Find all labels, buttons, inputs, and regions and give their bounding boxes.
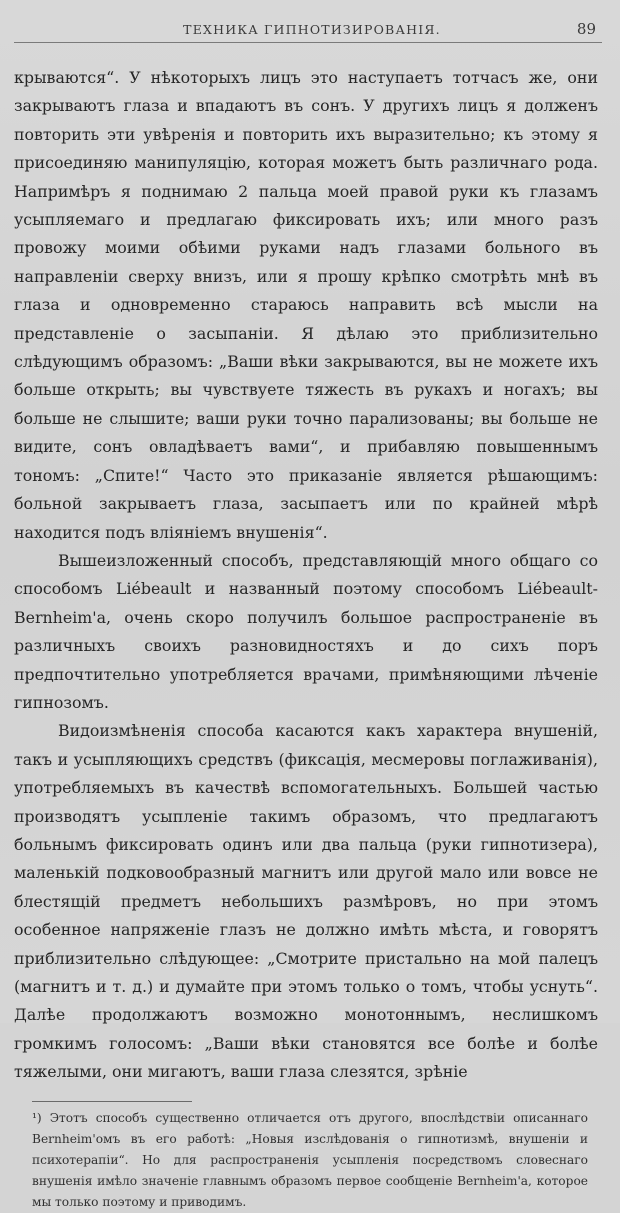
main-text <box>14 64 610 1087</box>
header-rule <box>14 42 602 43</box>
footnote-rule <box>32 1101 192 1102</box>
footnote: ¹) Этотъ способъ существенно отличается отъ другого, впослѣдствіи описаннаго Bernheim'омъ въ его работѣ: „Новыя изслѣдованія о гипнотизмѣ, внушеніи и психотерапіи“. Но для распространенія усыпленія посредствомъ словеснаго внушенія имѣло значеніе главнымъ образомъ первое сообщеніе Bernheim'а, которое мы только поэтому и приводимъ. <box>32 1110 588 1209</box>
paragraph-continued: крываются“. У нѣкоторыхъ лицъ это наступаетъ тотчасъ же, они закрываютъ глаза и впадаютъ въ сонъ. У другихъ лицъ я долженъ повторить эти увѣренія и повторить ихъ выразительно; къ этому я присоединяю манипуляцію, которая можетъ быть различнаго рода. Напримѣръ я поднимаю 2 пальца моей правой руки къ глазамъ усыпляемаго и предлагаю фиксировать ихъ; или много разъ провожу моими обѣими руками надъ глазами больного въ направленіи сверху внизъ, или я прошу крѣпко смотрѣть мнѣ въ глаза и одновременно стараюсь направить всѣ мысли на представленіе о засыпаніи. Я дѣлаю это приблизительно слѣдующимъ образомъ: „Ваши вѣки закрываются, вы не можете ихъ больше открыть; вы чувствуете тяжесть въ рукахъ и ногахъ; вы больше не слышите; ваши руки точно парализованы; вы больше не видите, сонъ овладѣваетъ вами“, и прибавляю повышеннымъ тономъ: „Спите!“ Часто это приказаніе является рѣшающимъ: больной закрываетъ глаза, засыпаетъ или по крайней мѣрѣ находится подъ вліяніемъ внушенія“. <box>14 68 598 542</box>
page-number: 89 <box>576 20 596 38</box>
paragraph-method: Вышеизложенный способъ, представляющій много общаго со способомъ Liébeault и названный поэтому способомъ Liébeault-Bernheim'а, очень скоро получилъ большое распространеніе въ различныхъ своихъ разновидностяхъ и до сихъ поръ предпочтительно употребляется врачами, примѣняющими лѣченіе гипнозомъ. <box>14 550 598 712</box>
running-title: ТЕХНИКА ГИПНОТИЗИРОВАНІЯ. <box>183 22 441 37</box>
running-header <box>14 0 610 44</box>
paragraph-modifications: Видоизмѣненія способа касаются какъ характера внушеній, такъ и усыпляющихъ средствъ (фиксація, месмеровы поглаживанія), употребляемыхъ въ качествѣ вспомогательныхъ. Большей частью производятъ усыпленіе такимъ образомъ, что предлагаютъ больнымъ фиксировать одинъ или два пальца (руки гипнотизера), маленькій подковообразный магнитъ или другой мало или вовсе не блестящій предметъ небольшихъ размѣровъ, но при этомъ особенное напряженіе глазъ не должно имѣть мѣста, и говорятъ приблизительно слѣдующее: „Смотрите пристально на мой палецъ (магнитъ и т. д.) и думайте при этомъ только о томъ, чтобы уснуть“. Далѣе продолжаютъ возможно монотоннымъ, неслишкомъ громкимъ голосомъ: „Ваши вѣки становятся все болѣе и болѣе тяжелыми, они мигаютъ, ваши глаза слезятся, зрѣніе <box>14 721 598 1082</box>
